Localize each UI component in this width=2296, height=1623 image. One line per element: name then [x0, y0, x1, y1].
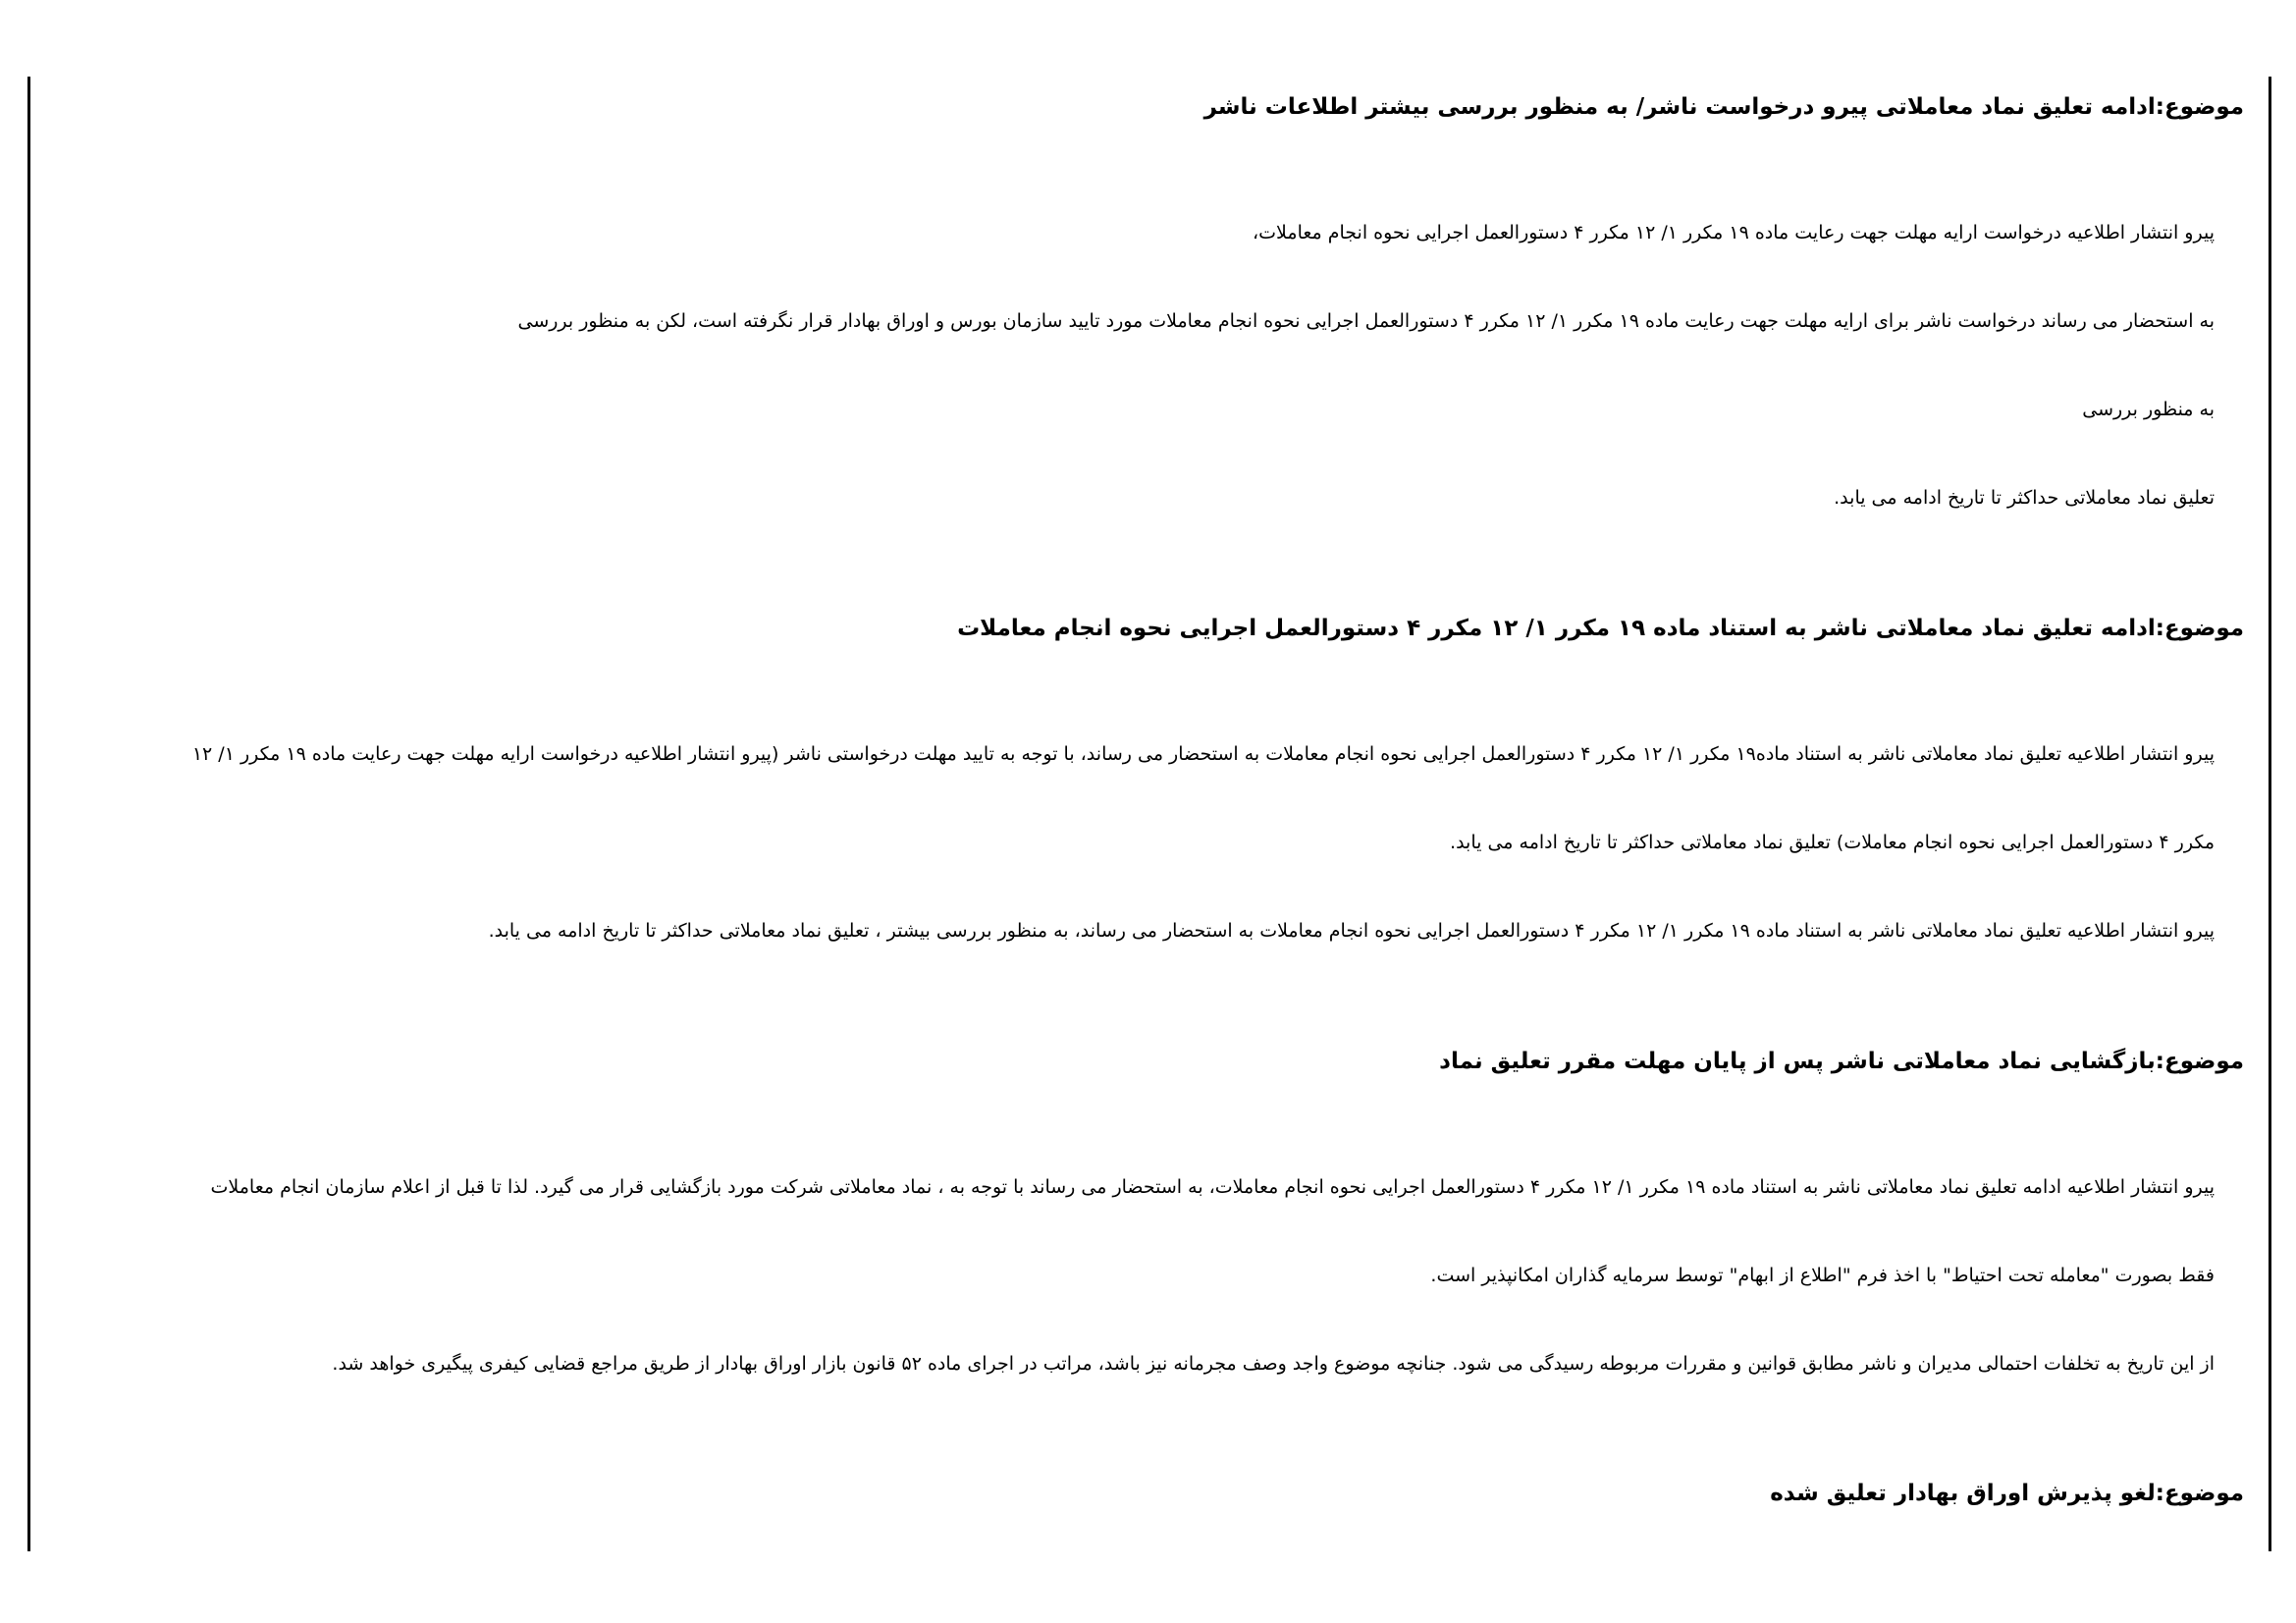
section-3-line-1: پیرو انتشار اطلاعیه ادامه تعلیق نماد معاملاتی ناشر به استناد ماده ۱۹ مکرر ۱/ ۱۲ مکرر ۴ دستورالعمل اجرایی نحوه انجام معاملات، به استحضار می رساند با توجه به ، نماد معاملاتی شرکت مورد بازگشایی قرار می گیرد. لذا تا قبل از اعلام سازمان انجام معاملات: [210, 1176, 2215, 1198]
section-2-line-1: پیرو انتشار اطلاعیه تعلیق نماد معاملاتی ناشر به استناد ماده۱۹ مکرر ۱/ ۱۲ مکرر ۴ دستورالعمل اجرایی نحوه انجام معاملات به استحضار می رساند، با توجه به تایید مهلت درخواستی ناشر (پیرو انتشار اطلاعیه درخواست ارایه مهلت جهت رعایت ماده ۱۹ مکرر ۱/ ۱۲: [191, 743, 2215, 765]
section-1-line-2: به استحضار می رساند درخواست ناشر برای ارایه مهلت جهت رعایت ماده ۱۹ مکرر ۱/ ۱۲ مکرر ۴ دستورالعمل اجرایی نحوه انجام معاملات مورد تایید سازمان بورس و اوراق بهادار قرار نگرفته است، لکن به منظور بررسی: [517, 310, 2215, 332]
section-1-line-3: به منظور بررسی: [2082, 399, 2215, 420]
section-3-line-3: از این تاریخ به تخلفات احتمالی مدیران و ناشر مطابق قوانین و مقررات مربوطه رسیدگی می شود. جنانچه موضوع واجد وصف مجرمانه نیز باشد، مراتب در اجرای ماده ۵۲ قانون بازار اوراق بهادار از طریق مراجع قضایی کیفری پیگیری خواهد شد.: [332, 1353, 2215, 1375]
page-border-right: [2269, 77, 2271, 1551]
section-4-heading: موضوع:لغو پذیرش اوراق بهادار تعلیق شده: [1770, 1481, 2244, 1506]
section-2-heading: موضوع:ادامه تعلیق نماد معاملاتی ناشر به استناد ماده ۱۹ مکرر ۱/ ۱۲ مکرر ۴ دستورالعمل اجرایی نحوه انجام معاملات: [957, 616, 2244, 641]
section-1-heading: موضوع:ادامه تعلیق نماد معاملاتی پیرو درخواست ناشر/ به منظور بررسی بیشتر اطلاعات ناشر: [1203, 94, 2244, 120]
page-border-left: [27, 77, 30, 1551]
section-3-line-2: فقط بصورت "معامله تحت احتیاط" با اخذ فرم "اطلاع از ابهام" توسط سرمایه گذاران امکانپذیر است.: [1430, 1265, 2215, 1286]
section-1-line-4: تعلیق نماد معاملاتی حداکثر تا تاریخ ادامه می یابد.: [1834, 487, 2215, 509]
section-3-heading: موضوع:بازگشایی نماد معاملاتی ناشر پس از پایان مهلت مقرر تعلیق نماد: [1439, 1049, 2244, 1074]
section-2-line-2: مکرر ۴ دستورالعمل اجرایی نحوه انجام معاملات) تعلیق نماد معاملاتی حداکثر تا تاریخ ادامه می یابد.: [1450, 832, 2215, 853]
section-1-line-1: پیرو انتشار اطلاعیه درخواست ارایه مهلت جهت رعایت ماده ۱۹ مکرر ۱/ ۱۲ مکرر ۴ دستورالعمل اجرایی نحوه انجام معاملات،: [1253, 222, 2215, 243]
section-2-line-3: پیرو انتشار اطلاعیه تعلیق نماد معاملاتی ناشر به استناد ماده ۱۹ مکرر ۱/ ۱۲ مکرر ۴ دستورالعمل اجرایی نحوه انجام معاملات به استحضار می رساند، به منظور بررسی بیشتر ، تعلیق نماد معاملاتی حداکثر تا تاریخ ادامه می یابد.: [488, 920, 2215, 942]
